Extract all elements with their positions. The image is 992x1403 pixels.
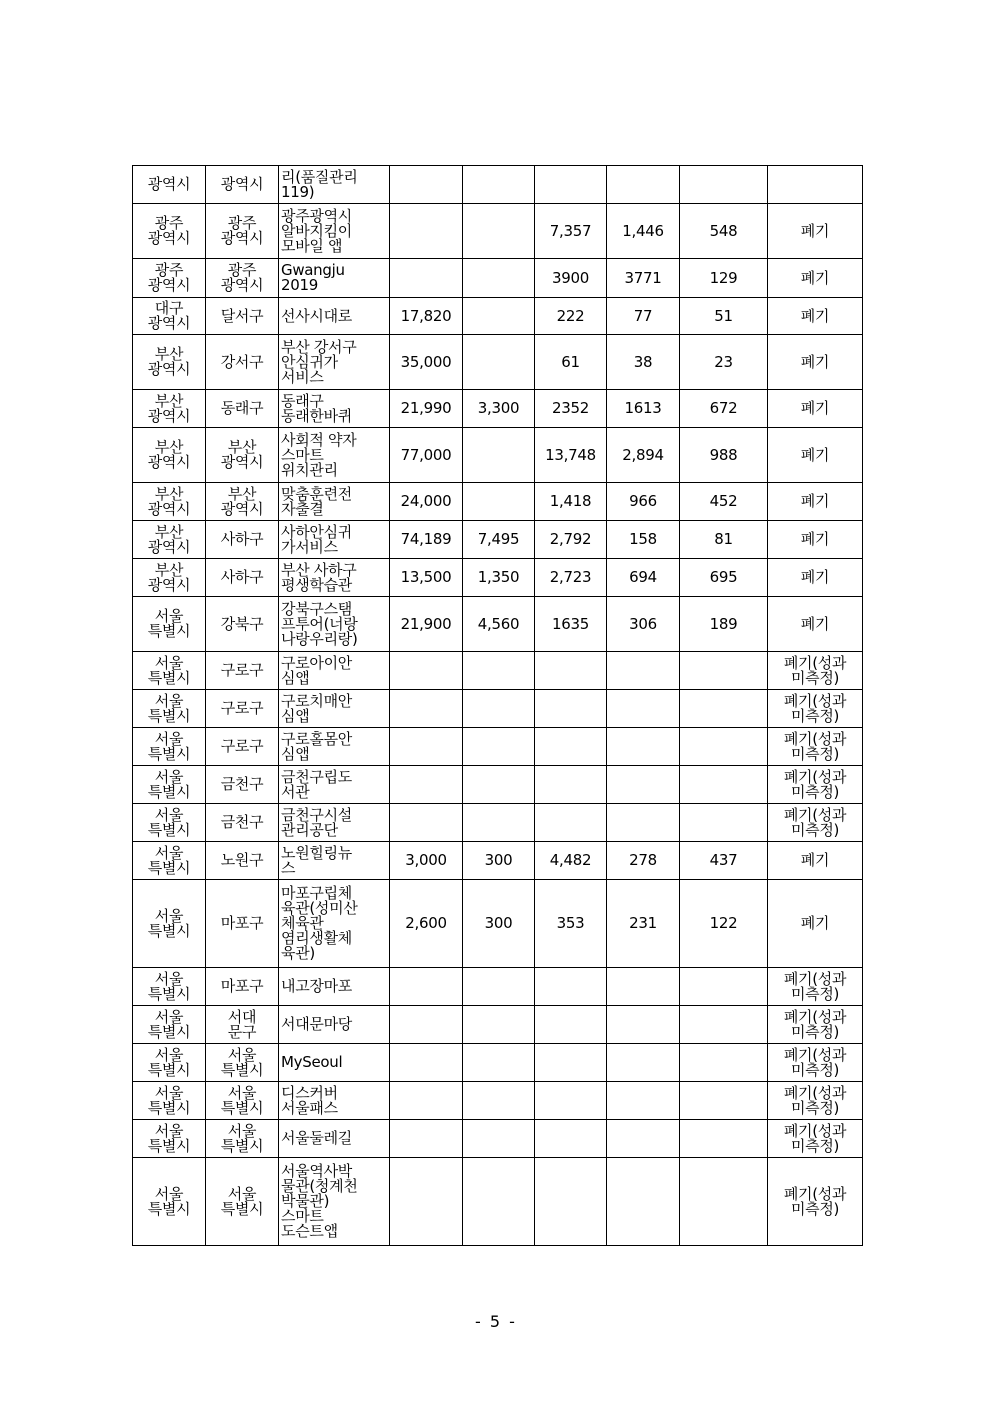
cost-cell: 13,500 xyxy=(390,559,463,597)
status-cell: 폐기 xyxy=(768,390,863,428)
active-users-cell xyxy=(607,804,680,842)
app-name-cell: Gwangju 2019 xyxy=(279,259,390,298)
downloads-cell xyxy=(535,1120,607,1158)
maint-cost-cell: 4,560 xyxy=(463,597,535,652)
cost-cell: 21,990 xyxy=(390,390,463,428)
app-name-cell: 리(품질관리 119) xyxy=(279,166,390,204)
region-cell: 부산 광역시 xyxy=(133,521,206,559)
region-cell: 서울 특별시 xyxy=(133,968,206,1006)
active-users-cell: 158 xyxy=(607,521,680,559)
table-row xyxy=(133,766,863,804)
active-users-cell: 3771 xyxy=(607,259,680,298)
status-cell: 폐기 xyxy=(768,259,863,298)
active-users-cell: 966 xyxy=(607,483,680,521)
app-name-cell: 사회적 약자 스마트 위치관리 xyxy=(279,428,390,483)
region-cell: 광주 광역시 xyxy=(133,259,206,298)
reviews-cell: 81 xyxy=(680,521,768,559)
maint-cost-cell xyxy=(463,1044,535,1082)
cost-cell xyxy=(390,804,463,842)
app-name-cell: 서울역사박 물관(청계천 박물관) 스마트 도슨트앱 xyxy=(279,1158,390,1246)
app-name-cell: 강북구스탬 프투어(너랑 나랑우리랑) xyxy=(279,597,390,652)
table-row xyxy=(133,559,863,597)
downloads-cell xyxy=(535,1082,607,1120)
district-cell: 광역시 xyxy=(206,166,279,204)
app-name-cell: 구로치매안 심앱 xyxy=(279,690,390,728)
cost-cell: 21,900 xyxy=(390,597,463,652)
district-cell: 부산 광역시 xyxy=(206,428,279,483)
app-name-cell: 내고장마포 xyxy=(279,968,390,1006)
district-cell: 서울 특별시 xyxy=(206,1082,279,1120)
active-users-cell xyxy=(607,1006,680,1044)
reviews-cell: 129 xyxy=(680,259,768,298)
table-row xyxy=(133,1006,863,1044)
maint-cost-cell xyxy=(463,483,535,521)
status-cell: 폐기 xyxy=(768,335,863,390)
downloads-cell xyxy=(535,1006,607,1044)
district-cell: 동래구 xyxy=(206,390,279,428)
district-cell: 강서구 xyxy=(206,335,279,390)
status-cell: 폐기(성과 미측정) xyxy=(768,766,863,804)
region-cell: 서울 특별시 xyxy=(133,728,206,766)
region-cell: 부산 광역시 xyxy=(133,483,206,521)
active-users-cell: 2,894 xyxy=(607,428,680,483)
active-users-cell: 231 xyxy=(607,880,680,968)
app-name-cell: MySeoul xyxy=(279,1044,390,1082)
cost-cell: 3,000 xyxy=(390,842,463,880)
cost-cell: 17,820 xyxy=(390,298,463,335)
status-cell xyxy=(768,166,863,204)
cost-cell xyxy=(390,1006,463,1044)
table-row xyxy=(133,259,863,298)
cost-cell xyxy=(390,968,463,1006)
region-cell: 서울 특별시 xyxy=(133,652,206,690)
status-cell: 폐기(성과 미측정) xyxy=(768,652,863,690)
reviews-cell xyxy=(680,166,768,204)
status-cell: 폐기(성과 미측정) xyxy=(768,1006,863,1044)
active-users-cell xyxy=(607,766,680,804)
district-cell: 마포구 xyxy=(206,968,279,1006)
reviews-cell: 189 xyxy=(680,597,768,652)
status-cell: 폐기 xyxy=(768,559,863,597)
table-row xyxy=(133,968,863,1006)
cost-cell xyxy=(390,652,463,690)
reviews-cell xyxy=(680,728,768,766)
region-cell: 서울 특별시 xyxy=(133,1044,206,1082)
status-cell: 폐기(성과 미측정) xyxy=(768,728,863,766)
downloads-cell xyxy=(535,166,607,204)
table-row xyxy=(133,880,863,968)
cost-cell xyxy=(390,766,463,804)
app-name-cell: 부산 강서구 안심귀가 서비스 xyxy=(279,335,390,390)
app-name-cell: 사하안심귀 가서비스 xyxy=(279,521,390,559)
maint-cost-cell: 3,300 xyxy=(463,390,535,428)
maint-cost-cell xyxy=(463,259,535,298)
region-cell: 부산 광역시 xyxy=(133,559,206,597)
maint-cost-cell xyxy=(463,690,535,728)
maint-cost-cell: 300 xyxy=(463,842,535,880)
page-number: - 5 - xyxy=(475,1312,517,1331)
active-users-cell: 77 xyxy=(607,298,680,335)
reviews-cell: 695 xyxy=(680,559,768,597)
status-cell: 폐기(성과 미측정) xyxy=(768,1044,863,1082)
downloads-cell: 2,792 xyxy=(535,521,607,559)
active-users-cell xyxy=(607,652,680,690)
table-row xyxy=(133,728,863,766)
maint-cost-cell xyxy=(463,652,535,690)
table-row xyxy=(133,335,863,390)
status-cell: 폐기(성과 미측정) xyxy=(768,804,863,842)
downloads-cell xyxy=(535,1158,607,1246)
cost-cell xyxy=(390,204,463,259)
downloads-cell xyxy=(535,968,607,1006)
reviews-cell: 452 xyxy=(680,483,768,521)
downloads-cell: 1,418 xyxy=(535,483,607,521)
status-cell: 폐기 xyxy=(768,428,863,483)
region-cell: 부산 광역시 xyxy=(133,390,206,428)
active-users-cell xyxy=(607,690,680,728)
status-cell: 폐기 xyxy=(768,298,863,335)
reviews-cell xyxy=(680,766,768,804)
district-cell: 구로구 xyxy=(206,690,279,728)
reviews-cell: 51 xyxy=(680,298,768,335)
app-name-cell: 맞춤훈련전 자출결 xyxy=(279,483,390,521)
downloads-cell xyxy=(535,804,607,842)
app-name-cell: 금천구시설 관리공단 xyxy=(279,804,390,842)
cost-cell xyxy=(390,728,463,766)
downloads-cell: 353 xyxy=(535,880,607,968)
region-cell: 서울 특별시 xyxy=(133,1158,206,1246)
status-cell: 폐기(성과 미측정) xyxy=(768,1158,863,1246)
reviews-cell: 672 xyxy=(680,390,768,428)
table-row xyxy=(133,804,863,842)
table-row xyxy=(133,483,863,521)
reviews-cell: 437 xyxy=(680,842,768,880)
active-users-cell xyxy=(607,1044,680,1082)
maint-cost-cell xyxy=(463,1158,535,1246)
status-cell: 폐기(성과 미측정) xyxy=(768,1082,863,1120)
region-cell: 서울 특별시 xyxy=(133,1006,206,1044)
district-cell: 광주 광역시 xyxy=(206,259,279,298)
maint-cost-cell xyxy=(463,804,535,842)
app-name-cell: 마포구립체 육관(성미산 체육관 염리생활체 육관) xyxy=(279,880,390,968)
status-cell: 폐기 xyxy=(768,842,863,880)
active-users-cell xyxy=(607,1120,680,1158)
maint-cost-cell: 300 xyxy=(463,880,535,968)
cost-cell xyxy=(390,259,463,298)
status-cell: 폐기(성과 미측정) xyxy=(768,1120,863,1158)
status-cell: 폐기 xyxy=(768,521,863,559)
active-users-cell xyxy=(607,728,680,766)
downloads-cell: 2,723 xyxy=(535,559,607,597)
reviews-cell xyxy=(680,690,768,728)
table-row xyxy=(133,1120,863,1158)
table-row xyxy=(133,690,863,728)
region-cell: 광역시 xyxy=(133,166,206,204)
maint-cost-cell xyxy=(463,766,535,804)
reviews-cell: 122 xyxy=(680,880,768,968)
region-cell: 서울 특별시 xyxy=(133,766,206,804)
district-cell: 달서구 xyxy=(206,298,279,335)
status-cell: 폐기 xyxy=(768,483,863,521)
reviews-cell: 548 xyxy=(680,204,768,259)
table-row xyxy=(133,298,863,335)
reviews-cell xyxy=(680,968,768,1006)
downloads-cell: 7,357 xyxy=(535,204,607,259)
maint-cost-cell xyxy=(463,1006,535,1044)
downloads-cell: 13,748 xyxy=(535,428,607,483)
table-row xyxy=(133,652,863,690)
downloads-cell xyxy=(535,766,607,804)
cost-cell xyxy=(390,1120,463,1158)
maint-cost-cell xyxy=(463,204,535,259)
maint-cost-cell xyxy=(463,968,535,1006)
table-row xyxy=(133,1082,863,1120)
district-cell: 광주 광역시 xyxy=(206,204,279,259)
region-cell: 부산 광역시 xyxy=(133,428,206,483)
district-cell: 금천구 xyxy=(206,804,279,842)
table-body xyxy=(133,166,863,1246)
maint-cost-cell xyxy=(463,298,535,335)
app-name-cell: 디스커버 서울패스 xyxy=(279,1082,390,1120)
status-cell: 폐기(성과 미측정) xyxy=(768,968,863,1006)
region-cell: 서울 특별시 xyxy=(133,597,206,652)
region-cell: 서울 특별시 xyxy=(133,842,206,880)
cost-cell xyxy=(390,1158,463,1246)
downloads-cell xyxy=(535,728,607,766)
district-cell: 서울 특별시 xyxy=(206,1120,279,1158)
table-row xyxy=(133,842,863,880)
region-cell: 대구 광역시 xyxy=(133,298,206,335)
app-name-cell: 구로아이안 심앱 xyxy=(279,652,390,690)
app-name-cell: 광주광역시 알바지킴이 모바일 앱 xyxy=(279,204,390,259)
app-name-cell: 금천구립도 서관 xyxy=(279,766,390,804)
app-name-cell: 부산 사하구 평생학습관 xyxy=(279,559,390,597)
district-cell: 서대 문구 xyxy=(206,1006,279,1044)
status-cell: 폐기 xyxy=(768,597,863,652)
reviews-cell xyxy=(680,1158,768,1246)
region-cell: 서울 특별시 xyxy=(133,880,206,968)
maint-cost-cell xyxy=(463,728,535,766)
cost-cell xyxy=(390,166,463,204)
downloads-cell: 3900 xyxy=(535,259,607,298)
table-row xyxy=(133,597,863,652)
table-row xyxy=(133,428,863,483)
cost-cell xyxy=(390,1044,463,1082)
downloads-cell: 61 xyxy=(535,335,607,390)
maint-cost-cell xyxy=(463,428,535,483)
region-cell: 서울 특별시 xyxy=(133,1120,206,1158)
district-cell: 강북구 xyxy=(206,597,279,652)
app-name-cell: 서울둘레길 xyxy=(279,1120,390,1158)
reviews-cell xyxy=(680,1006,768,1044)
cost-cell: 77,000 xyxy=(390,428,463,483)
active-users-cell: 694 xyxy=(607,559,680,597)
downloads-cell: 1635 xyxy=(535,597,607,652)
active-users-cell xyxy=(607,968,680,1006)
district-cell: 구로구 xyxy=(206,728,279,766)
reviews-cell xyxy=(680,1082,768,1120)
cost-cell xyxy=(390,690,463,728)
active-users-cell: 278 xyxy=(607,842,680,880)
app-name-cell: 구로홀몸안 심앱 xyxy=(279,728,390,766)
region-cell: 서울 특별시 xyxy=(133,1082,206,1120)
active-users-cell xyxy=(607,1082,680,1120)
app-name-cell: 동래구 동래한바퀴 xyxy=(279,390,390,428)
app-disposal-table xyxy=(132,165,863,1246)
app-name-cell: 노원힐링뉴 스 xyxy=(279,842,390,880)
reviews-cell xyxy=(680,652,768,690)
district-cell: 부산 광역시 xyxy=(206,483,279,521)
district-cell: 사하구 xyxy=(206,559,279,597)
maint-cost-cell xyxy=(463,1082,535,1120)
district-cell: 구로구 xyxy=(206,652,279,690)
district-cell: 노원구 xyxy=(206,842,279,880)
reviews-cell xyxy=(680,804,768,842)
district-cell: 마포구 xyxy=(206,880,279,968)
app-name-cell: 선사시대로 xyxy=(279,298,390,335)
district-cell: 서울 특별시 xyxy=(206,1158,279,1246)
table-row xyxy=(133,1158,863,1246)
active-users-cell xyxy=(607,166,680,204)
district-cell: 서울 특별시 xyxy=(206,1044,279,1082)
maint-cost-cell xyxy=(463,335,535,390)
cost-cell: 74,189 xyxy=(390,521,463,559)
maint-cost-cell: 7,495 xyxy=(463,521,535,559)
region-cell: 서울 특별시 xyxy=(133,690,206,728)
region-cell: 부산 광역시 xyxy=(133,335,206,390)
downloads-cell: 4,482 xyxy=(535,842,607,880)
maint-cost-cell: 1,350 xyxy=(463,559,535,597)
downloads-cell xyxy=(535,652,607,690)
active-users-cell: 1613 xyxy=(607,390,680,428)
reviews-cell xyxy=(680,1044,768,1082)
maint-cost-cell xyxy=(463,1120,535,1158)
downloads-cell: 222 xyxy=(535,298,607,335)
downloads-cell xyxy=(535,690,607,728)
active-users-cell xyxy=(607,1158,680,1246)
reviews-cell: 23 xyxy=(680,335,768,390)
active-users-cell: 38 xyxy=(607,335,680,390)
table-row xyxy=(133,390,863,428)
active-users-cell: 1,446 xyxy=(607,204,680,259)
status-cell: 폐기(성과 미측정) xyxy=(768,690,863,728)
district-cell: 사하구 xyxy=(206,521,279,559)
app-name-cell: 서대문마당 xyxy=(279,1006,390,1044)
status-cell: 폐기 xyxy=(768,204,863,259)
reviews-cell: 988 xyxy=(680,428,768,483)
downloads-cell xyxy=(535,1044,607,1082)
status-cell: 폐기 xyxy=(768,880,863,968)
table-row xyxy=(133,1044,863,1082)
table-row xyxy=(133,204,863,259)
maint-cost-cell xyxy=(463,166,535,204)
table-row xyxy=(133,521,863,559)
active-users-cell: 306 xyxy=(607,597,680,652)
table-row xyxy=(133,166,863,204)
cost-cell: 2,600 xyxy=(390,880,463,968)
cost-cell: 24,000 xyxy=(390,483,463,521)
reviews-cell xyxy=(680,1120,768,1158)
downloads-cell: 2352 xyxy=(535,390,607,428)
cost-cell xyxy=(390,1082,463,1120)
region-cell: 광주 광역시 xyxy=(133,204,206,259)
cost-cell: 35,000 xyxy=(390,335,463,390)
region-cell: 서울 특별시 xyxy=(133,804,206,842)
district-cell: 금천구 xyxy=(206,766,279,804)
